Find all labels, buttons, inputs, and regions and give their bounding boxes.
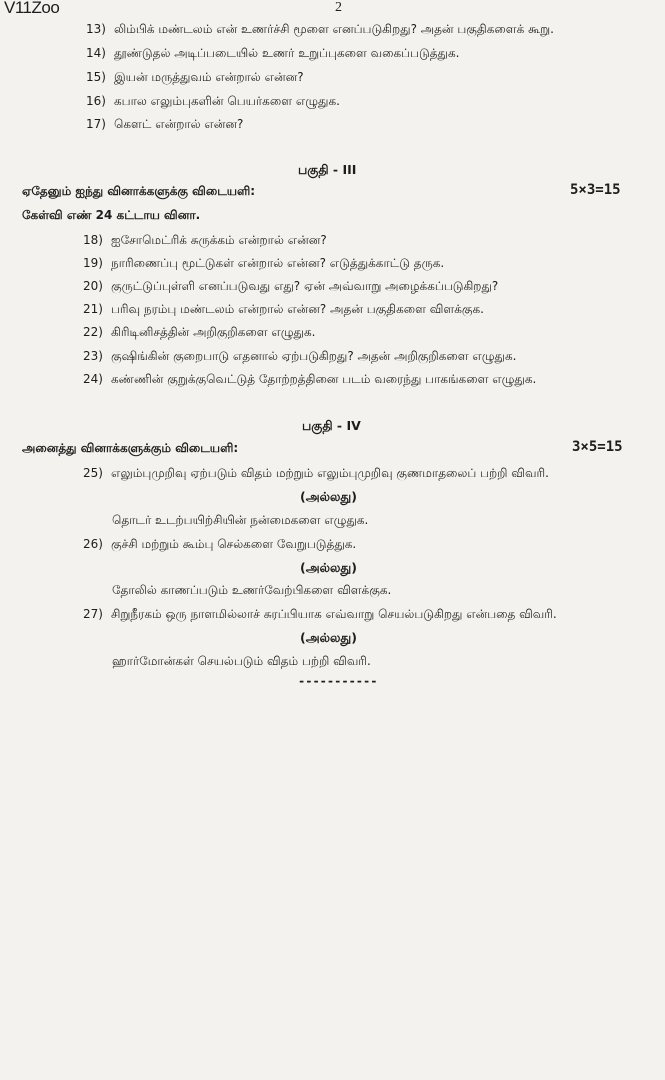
part-four-marks: 3×5=15	[572, 439, 623, 455]
question-13: 13) லிம்பிக் மண்டலம் என் உணர்ச்சி மூளை எனப்படுகிறது? அதன் பகுதிகளைக் கூறு.	[86, 22, 554, 36]
page-number: 2	[335, 0, 342, 15]
question-24: 24) கண்ணின் குறுக்குவெட்டுத் தோற்றத்தினை படம் வரைந்து பாகங்களை எழுதுக.	[83, 372, 537, 386]
end-of-paper-rule: -----------	[298, 674, 378, 688]
part-three-title: பகுதி - III	[298, 162, 357, 177]
part-three-compulsory-note: கேள்வி எண் 24 கட்டாய வினா.	[22, 208, 201, 222]
question-27: 27) சிறுநீரகம் ஒரு நாளமில்லாச் சுரப்பியாக எவ்வாறு செயல்படுகிறது என்பதை விவரி.	[83, 607, 557, 621]
or-label-27: (அல்லது)	[300, 630, 357, 645]
part-three-marks: 5×3=15	[570, 182, 621, 198]
question-15: 15) இயன் மருத்துவம் என்றால் என்ன?	[86, 70, 304, 84]
question-17: 17) கௌட் என்றால் என்ன?	[86, 117, 244, 131]
part-three-instruction: ஏதேனும் ஐந்து வினாக்களுக்கு விடையளி:	[22, 184, 256, 198]
question-23: 23) குஷிங்கின் குறைபாடு எதனால் ஏற்படுகிறது? அதன் அறிகுறிகளை எழுதுக.	[83, 349, 517, 363]
question-18: 18) ஐசோமெட்ரிக் சுருக்கம் என்றால் என்ன?	[83, 233, 327, 247]
question-16: 16) கபால எலும்புகளின் பெயர்களை எழுதுக.	[86, 94, 340, 108]
question-14: 14) தூண்டுதல் அடிப்படையில் உணர் உறுப்புகளை வகைப்படுத்துக.	[86, 46, 460, 60]
question-27-alternative: ஹார்மோன்கள் செயல்படும் விதம் பற்றி விவரி.	[112, 654, 371, 668]
question-21: 21) பரிவு நரம்பு மண்டலம் என்றால் என்ன? அதன் பகுதிகளை விளக்குக.	[83, 302, 484, 316]
question-19: 19) நாரிணைப்பு மூட்டுகள் என்றால் என்ன? எடுத்துக்காட்டு தருக.	[83, 256, 445, 270]
question-26: 26) குச்சி மற்றும் கூம்பு செல்களை வேறுபடுத்துக.	[83, 537, 357, 551]
or-label-25: (அல்லது)	[300, 489, 357, 504]
part-four-title: பகுதி - IV	[302, 418, 361, 433]
part-four-instruction: அனைத்து வினாக்களுக்கும் விடையளி:	[22, 441, 239, 455]
question-22: 22) கிரிடினிசத்தின் அறிகுறிகளை எழுதுக.	[83, 325, 316, 339]
or-label-26: (அல்லது)	[300, 560, 357, 575]
question-20: 20) குருட்டுப்புள்ளி எனப்படுவது எது? ஏன் அவ்வாறு அழைக்கப்படுகிறது?	[83, 279, 499, 293]
question-25-alternative: தொடர் உடற்பயிற்சியின் நன்மைகளை எழுதுக.	[112, 513, 369, 527]
paper-code: V11Zoo	[4, 0, 60, 17]
question-26-alternative: தோலில் காணப்படும் உணர்வேற்பிகளை விளக்குக.	[112, 583, 392, 597]
question-25: 25) எலும்புமுறிவு ஏற்படும் விதம் மற்றும் எலும்புமுறிவு குணமாதலைப் பற்றி விவரி.	[83, 466, 549, 480]
